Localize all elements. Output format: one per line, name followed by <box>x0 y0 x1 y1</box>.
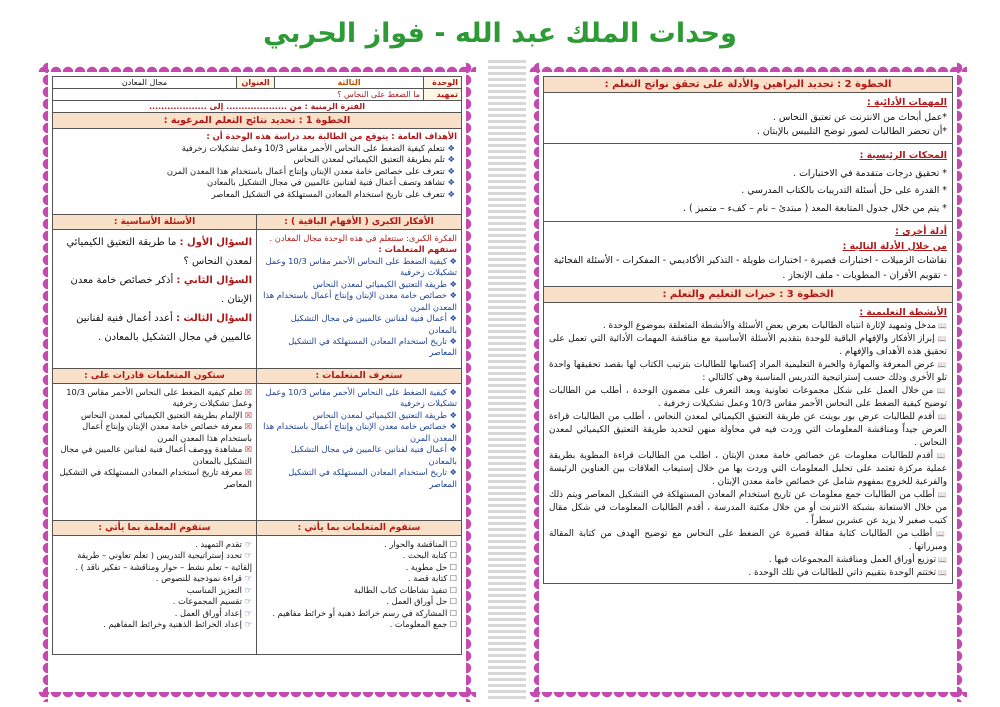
general-goals <box>52 129 462 215</box>
student-activity-item: ☐ تنفيذ نشاطات كتاب الطالبة <box>261 585 457 596</box>
teacher-activity-item: ☞ قراءة نموذجية للنصوص . <box>57 573 252 584</box>
question-item <box>57 309 252 347</box>
activity-item: 📖 عرض المعرفة والمهارة والخبرة التعليمية المراد إكسابها للطالبات بترتيب الكتاب لها بقصد تحقيقها واحدة تلو الأخرى وذلك حسب إستراتيجية التدريس المناسبة وهي كالتالي : <box>549 359 947 385</box>
question-item <box>57 233 252 271</box>
question-label: السؤال الثالث : <box>175 313 252 324</box>
able-column <box>53 369 257 520</box>
criteria-item: * تحقيق درجات متقدمة في الاختبارات . <box>793 167 947 179</box>
right-page <box>529 62 967 702</box>
know-able-row <box>52 369 462 521</box>
goal-item: ❖ تشاهد وتصف أعمال فنية لفنانين عالميين في مجال التشكيل بالمعادن <box>57 177 455 189</box>
page-title: وحدات الملك عبد الله - فواز الحربي <box>263 18 737 49</box>
question-text: أعدد أعمال فنية لفنانين عالميين في مجال التشكيل بالمعادن . <box>76 313 252 343</box>
unit-label: الوحدة <box>424 77 462 89</box>
teacher-activity-item: ☞ تقسيم المجموعات . <box>57 596 252 607</box>
understanding-item: ❖ أعمال فنية لفنانين عالميين في مجال التشكيل بالمعادن <box>261 313 457 336</box>
teacher-activity-item: ☞ إعداد أوراق العمل . <box>57 608 252 619</box>
evidence-heading: أدلة أخرى : <box>895 226 947 238</box>
unit-header-table <box>52 76 462 101</box>
decorative-border <box>529 62 539 702</box>
big-idea-intro: الفكرة الكبرى: ستتعلم في هذه الوحدة مجال المعادن . <box>269 233 457 243</box>
able-item: ☒ معرفة خصائص خامة معدن الإبتان وإنتاج أعمال باستخدام هذا المعدن المرن <box>57 421 252 444</box>
teacher-do-heading: ستقوم المعلمة بما يأتي : <box>53 521 256 536</box>
criteria-item: * القدرة على حل أسئلة التدريبات بالكتاب المدرسي . <box>741 185 947 197</box>
teacher-activity-item: ☞ تحدد إستراتيجية التدريس ( تعلم تعاوني – طريقة إلقائية – تعلم نشط – حوار ومناقشة – تفكير ناقد ) . <box>57 550 252 573</box>
question-text: ما طريقة التعتيق الكيميائي لمعدن النحاس ؟ <box>66 237 252 267</box>
teacher-activity-item: ☞ تقدم التمهيد . <box>57 539 252 550</box>
other-evidence <box>543 222 953 287</box>
student-activity-item: ☐ المشاركة في رسم خرائط ذهنية أو خرائط مفاهيم . <box>261 608 457 619</box>
know-item: ❖ خصائص خامة معدن الإبتان وإنتاج أعمال باستخدام هذا المعدن المرن <box>261 421 457 444</box>
goals-lead: الأهداف العامة : يتوقع من الطالبة بعد دراسة هذه الوحدة أن : <box>206 131 457 141</box>
understanding-item: ❖ كيفية الضغط على النحاس الأحمر مقاس 10/3 وعمل تشكيلات زخرفية <box>261 256 457 279</box>
teacher-activity-item: ☞ التعزيز المناسب <box>57 585 252 596</box>
decorative-border <box>38 62 476 72</box>
intro-label: تمهيد <box>424 89 462 101</box>
activity-item: 📖 إبراز الأفكار والإفهام الباقية للوحدة بتقديم الأسئلة الأساسية مع مناقشة المهمات الأدائية التي تعمل على تحقيق هذه الأهداف والإفهام . <box>549 333 947 359</box>
know-item: ❖ تاريخ استخدام المعادن المستهلكة في التشكيل المعاصر <box>261 467 457 490</box>
decorative-border <box>529 692 967 702</box>
activity-item: 📖 أطلب من الطالبات كتابة مقالة قصيرة عن الضغط على النحاس مع توضيح الهدف من كتابة المقالة ومبرراتها . <box>549 528 947 554</box>
activity-item: 📖 توزيع أوراق العمل ومناقشة المجموعات فيها . <box>549 554 947 567</box>
teacher-do-column <box>53 521 257 654</box>
understanding-item: ❖ خصائص خامة معدن الإبتان وإنتاج أعمال باستخدام هذا المعدن المرن <box>261 290 457 313</box>
activity-item: 📖 أقدم للطالبات عرض بور بوينت عن طريقة التعتيق الكيميائي لمعدن النحاس ، أطلب من الطالبات قراءة العرض جيداً ومناقشة المعلومات التي وردت فيه في محاولة منهن لتحديد طريقة التعتيق الكيميائي لمعدن النحاس . <box>549 411 947 450</box>
step1-heading: الخطوة 1 : تحديد نتائج التعلم المرغوبة : <box>52 113 462 129</box>
student-activity-item: ☐ كتابة البحث . <box>261 550 457 561</box>
decorative-border <box>38 692 476 702</box>
student-activity-item: ☐ المناقشة والحوار . <box>261 539 457 550</box>
question-text: أذكر خصائص خامة معدن الإبتان . <box>70 275 252 305</box>
goal-item: ❖ تتعرف على تاريخ استخدام المعادن المستهلكة في التشكيل المعاصر <box>57 189 455 201</box>
able-item: ☒ تعلم كيفية الضغط على النحاس الأحمر مقاس 10/3 وعمل تشكيلات زخرفية <box>57 387 252 410</box>
decorative-border <box>529 62 967 72</box>
task-item: *أن تحضر الطالبات لصور توضح التلبيس بالإبتان . <box>756 126 947 138</box>
big-ideas-heading: الأفكار الكبرى ( الأفهام الباقية ) : <box>257 215 461 230</box>
activity-item: 📖 أطلب من الطالبات جمع معلومات عن تاريخ استخدام المعادن المستهلكة في التشكيل المعاصر ويتم ذلك من خلال الاستعانة بشبكة الانترنت أو من خلال مكتبة المدرسة ، أقدم الطالبات المعلومات في شكل مقال كتيب صغير لا يزيد عن عشرين سطراً . <box>549 489 947 528</box>
understanding-item: ❖ تاريخ استخدام المعادن المستهلكة في التشكيل المعاصر <box>261 336 457 359</box>
title-label: العنوان <box>237 77 275 89</box>
student-activity-item: ☐ جمع المعلومات . <box>261 619 457 630</box>
time-period: الفترة الزمنية : من .................... إلى ................... <box>52 101 462 113</box>
decorative-border <box>466 62 476 702</box>
unit-value: الثالثة <box>275 77 424 89</box>
field-label: مجال المعادن <box>53 77 237 89</box>
activities-row <box>52 521 462 655</box>
goal-item: ❖ تتعلم كيفية الضغط على النحاس الأحمر مقاس 10/3 وعمل تشكيلات زخرفية <box>57 143 455 155</box>
questions-heading: الأسئلة الأساسية : <box>53 215 256 230</box>
teacher-activity-item: ☞ إعداد الخرائط الذهنية وخرائط المفاهيم . <box>57 619 252 630</box>
decorative-border <box>38 62 48 702</box>
know-item: ❖ أعمال فنية لفنانين عالميين في مجال التشكيل بالمعادن <box>261 444 457 467</box>
know-heading: ستعرف المتعلمات : <box>257 369 461 384</box>
right-content <box>543 76 953 688</box>
criteria-heading: المحكات الرئيسية : <box>859 149 947 161</box>
task-item: *عمل أبحاث من الانترنت عن تعتيق النحاس . <box>772 111 947 123</box>
question-label: السؤال الثاني : <box>176 275 252 286</box>
criteria-item: * يتم من خلال جدول المتابعة المعد ( مبتدئ – نام – كفء – متميز ) . <box>683 203 947 215</box>
able-heading: ستكون المتعلمات قادرات على : <box>53 369 256 384</box>
know-column <box>257 369 461 520</box>
able-item: ☒ الإلمام بطريقة التعتيق الكيميائي لمعدن النحاس <box>57 410 252 421</box>
tasks-heading: المهمات الأدائية : <box>867 97 947 108</box>
decorative-border <box>957 62 967 702</box>
activity-item: 📖 مدخل وتمهيد لإثارة انتباه الطالبات بعرض بعض الأسئلة والأنشطة المتعلقة بموضوع الوحدة . <box>549 320 947 333</box>
left-page <box>38 62 476 702</box>
understand-subheading: ستفهم المتعلمات : <box>378 244 457 255</box>
binding-spine <box>488 60 526 700</box>
students-do-column <box>257 521 461 654</box>
ideas-questions-row <box>52 215 462 369</box>
student-activity-item: ☐ كتابة قصة . <box>261 573 457 584</box>
able-item: ☒ مشاهدة ووصف أعمال فنية لفنانين عالميين في مجال التشكيل بالمعادن <box>57 444 252 467</box>
step2-heading: الخطوة 2 : تحديد البراهين والأدلة على تحقق نواتج التعلم : <box>543 76 953 93</box>
intro-text: ما الضغط على النحاس ؟ <box>53 89 424 101</box>
activity-item: 📖 أقدم للطالبات معلومات عن خصائص خامة معدن الإبتان ، اطلب من الطالبات قراءة المطوية بطريقة عملية مركزة تعتمد على تحليل المعلومات التي وردت بها من خلال إستيعاب العلاقات بين العناوين الرئيسة والفرعية للخروج بمفهوم شامل عن خصائص خامة معدن الإبتان . <box>549 450 947 489</box>
left-content <box>52 76 462 688</box>
step3-heading: الخطوة 3 : خبرات التعليم والتعلم : <box>543 287 953 303</box>
student-activity-item: ☐ حل مطوية . <box>261 562 457 573</box>
activity-item: 📖 من خلال العمل على شكل مجموعات تعاونية وبعد التعرف على مضمون الوحدة ، أطلب من الطالبات توضيح كيفية الضغط على النحاس الأحمر مقاس 10/3 وعمل تشكيلات زخرفية . <box>549 385 947 411</box>
questions-column <box>53 215 257 368</box>
understanding-item: ❖ طريقة التعتيق الكيميائي لمعدن النحاس <box>261 279 457 290</box>
goal-item: ❖ تتعرف على خصائص خامة معدن الإبتان وإنتاج أعمال باستخدام هذا المعدن المرن <box>57 166 455 178</box>
question-label: السؤال الأول : <box>179 237 252 248</box>
able-item: ☒ معرفة تاريخ استخدام المعادن المستهلكة في التشكيل المعاصر <box>57 467 252 490</box>
evidence-subheading: من خلال الأدلة التالية : <box>842 240 947 252</box>
learning-activities <box>543 303 953 584</box>
activity-item: 📖 تختتم الوحدة بتقييم ذاتي للطالبات في تلك الوحدة . <box>549 567 947 580</box>
students-do-heading: ستقوم المتعلمات بما يأتي : <box>257 521 461 536</box>
evidence-text: نقاشات الزميلات - اختبارات قصيرة - اختبارات طويلة - التذكير الأكاديمي - المفكرات - الأسئلة الفجائية - تقويم الأقران - المطويات - ملف الإنجاز . <box>553 255 947 281</box>
performance-tasks <box>543 93 953 144</box>
question-item <box>57 271 252 309</box>
big-ideas-column <box>257 215 461 368</box>
know-item: ❖ طريقة التعتيق الكيميائي لمعدن النحاس <box>261 410 457 421</box>
know-item: ❖ كيفية الضغط على النحاس الأحمر مقاس 10/3 وعمل تشكيلات زخرفية <box>261 387 457 410</box>
goal-item: ❖ تلم بطريقة التعتيق الكيميائي لمعدن النحاس <box>57 154 455 166</box>
activities-heading: الأنشطة التعليمية : <box>859 307 947 319</box>
student-activity-item: ☐ حل أوراق العمل . <box>261 596 457 607</box>
key-criteria <box>543 144 953 222</box>
